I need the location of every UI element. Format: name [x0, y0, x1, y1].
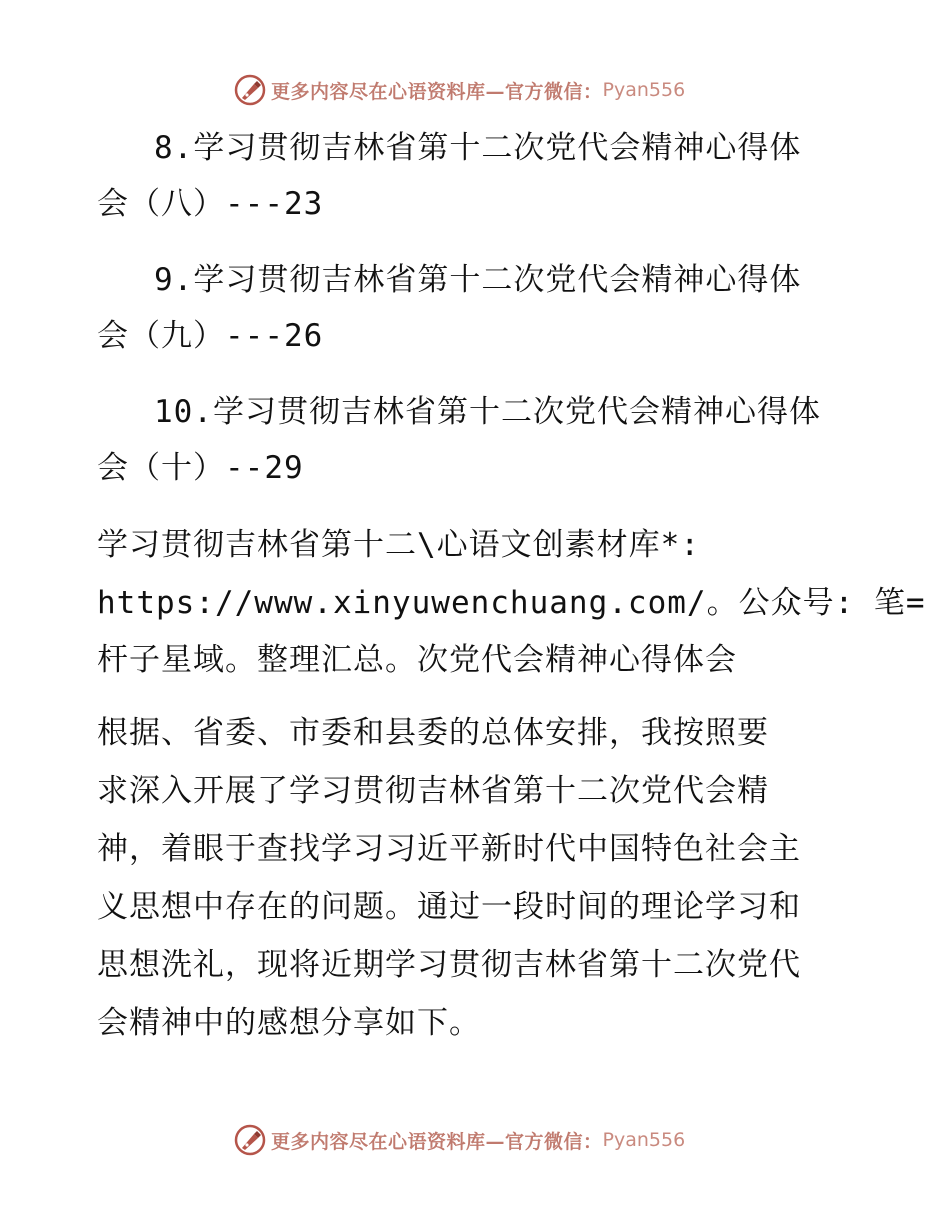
toc-entry-9-line2: 会（九）---26	[97, 318, 324, 354]
banner-text: 更多内容尽在心语资料库—官方微信：	[271, 1130, 603, 1153]
body-line-3: 神，着眼于查找学习习近平新时代中国特色社会主	[97, 831, 801, 867]
title-line-3: 杆子星域。整理汇总。次党代会精神心得体会	[97, 642, 737, 678]
body-line-4: 义思想中存在的问题。通过一段时间的理论学习和	[97, 889, 801, 925]
pen-nib-logo-icon	[233, 1123, 267, 1157]
pen-nib-logo-icon	[233, 73, 267, 107]
toc-entry-10-line2: 会（十）--29	[97, 450, 304, 486]
body-line-5: 思想洗礼，现将近期学习贯彻吉林省第十二次党代	[97, 947, 801, 983]
toc-entry-10-line1: 10.学习贯彻吉林省第十二次党代会精神心得体	[154, 394, 821, 430]
toc-entry-8-line1: 8.学习贯彻吉林省第十二次党代会精神心得体	[154, 130, 802, 166]
footer-banner	[233, 1123, 685, 1157]
body-line-6: 会精神中的感想分享如下。	[97, 1005, 481, 1041]
banner-text: 更多内容尽在心语资料库—官方微信：	[271, 80, 603, 103]
body-line-1: 根据、省委、市委和县委的总体安排，我按照要	[97, 715, 769, 751]
banner-wechat-id: Pyan556	[602, 79, 686, 101]
banner-wechat-id: Pyan556	[602, 1129, 686, 1151]
body-line-2: 求深入开展了学习贯彻吉林省第十二次党代会精	[97, 773, 769, 809]
header-banner	[233, 73, 685, 107]
toc-entry-8-line2: 会（八）---23	[97, 186, 324, 222]
title-line-1: 学习贯彻吉林省第十二\心语文创素材库*:	[97, 527, 700, 563]
title-line-2: https://www.xinyuwenchuang.com/。公众号: 笔=	[97, 585, 926, 621]
toc-entry-9-line1: 9.学习贯彻吉林省第十二次党代会精神心得体	[154, 262, 802, 298]
